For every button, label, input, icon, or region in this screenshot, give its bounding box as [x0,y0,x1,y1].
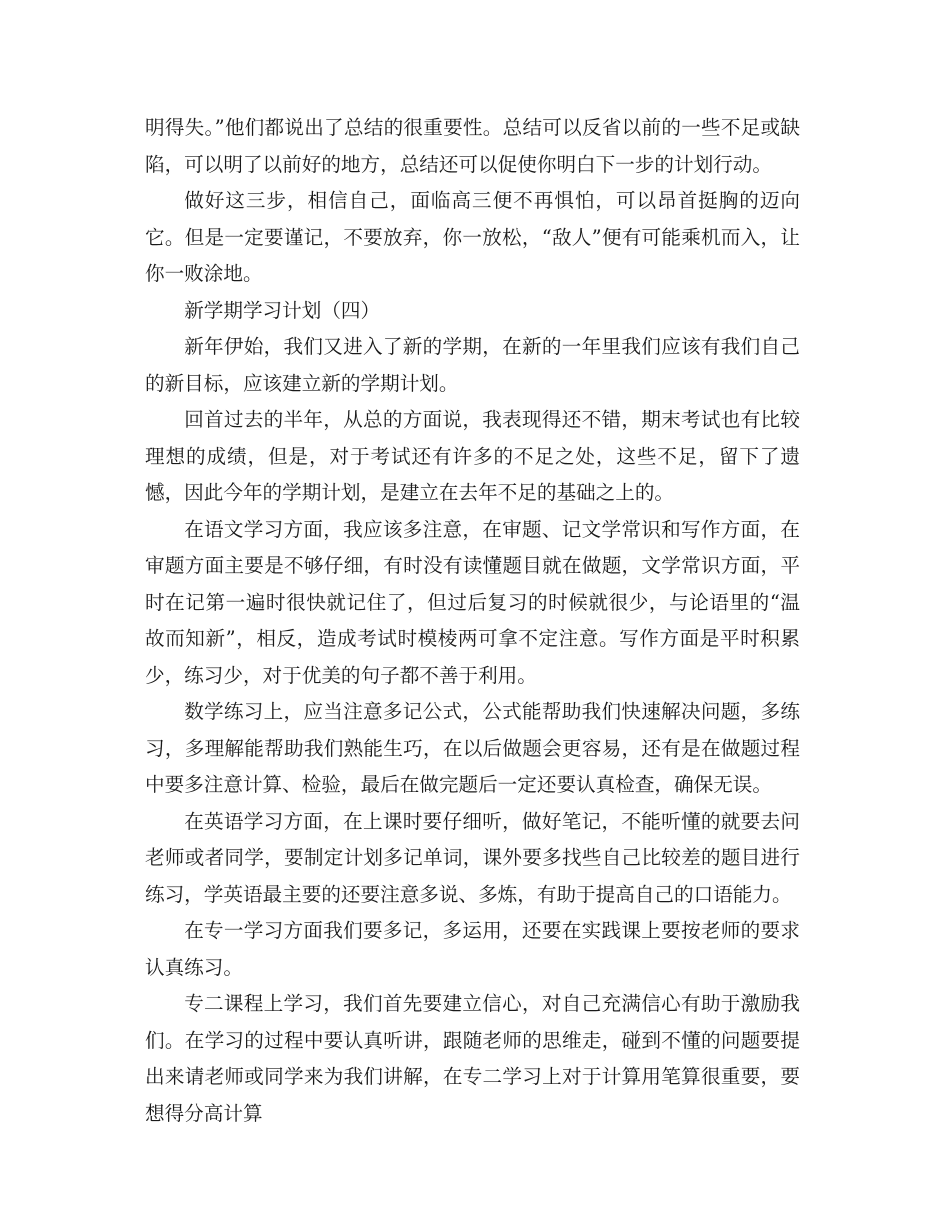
paragraph-major-two: 专二课程上学习，我们首先要建立信心，对自己充满信心有助于激励我们。在学习的过程中要认真听讲，跟随老师的思维走，碰到不懂的问题要提出来请老师或同学来为我们讲解，在专二学习上对于计算用笔算很重要，要想得分高计算 [145,992,800,1125]
paragraph-math: 数学练习上，应当注意多记公式，公式能帮助我们快速解决问题，多练习，多理解能帮助我们熟能生巧，在以后做题会更容易，还有是在做题过程中要多注意计算、检验，最后在做完题后一定还要认真检查，确保无误。 [145,700,800,796]
paragraph-continuation: 明得失。”他们都说出了总结的很重要性。总结可以反省以前的一些不足或缺陷，可以明了以前好的地方，总结还可以促使你明白下一步的计划行动。 [145,116,800,176]
paragraph-new-year: 新年伊始，我们又进入了新的学期，在新的一年里我们应该有我们自己的新目标，应该建立新的学期计划。 [145,335,800,395]
section-heading: 新学期学习计划（四） [184,298,381,322]
paragraph-english: 在英语学习方面，在上课时要仔细听，做好笔记，不能听懂的就要去问老师或者同学，要制定计划多记单词，课外要多找些自己比较差的题目进行练习，学英语最主要的还要注意多说、多炼，有助于提高自己的口语能力。 [145,809,800,906]
paragraph-three-steps: 做好这三步，相信自己，面临高三便不再惧怕，可以昂首挺胸的迈向它。但是一定要谨记，不要放弃，你一放松，“敌人”便有可能乘机而入，让你一败涂地。 [145,189,800,285]
document-body [145,110,800,1132]
paragraph-major-one: 在专一学习方面我们要多记，多运用，还要在实践课上要按老师的要求认真练习。 [145,919,800,979]
paragraph-review: 回首过去的半年，从总的方面说，我表现得还不错，期末考试也有比较理想的成绩，但是，对于考试还有许多的不足之处，这些不足，留下了遗憾，因此今年的学期计划，是建立在去年不足的基础之上的。 [145,408,800,504]
paragraph-chinese: 在语文学习方面，我应该多注意，在审题、记文学常识和写作方面，在审题方面主要是不够仔细，有时没有读懂题目就在做题，文学常识方面，平时在记第一遍时很快就记住了，但过后复习的时候就很少，与论语里的“温故而知新”，相反，造成考试时模棱两可拿不定注意。写作方面是平时积累少，练习少，对于优美的句子都不善于利用。 [145,517,800,687]
